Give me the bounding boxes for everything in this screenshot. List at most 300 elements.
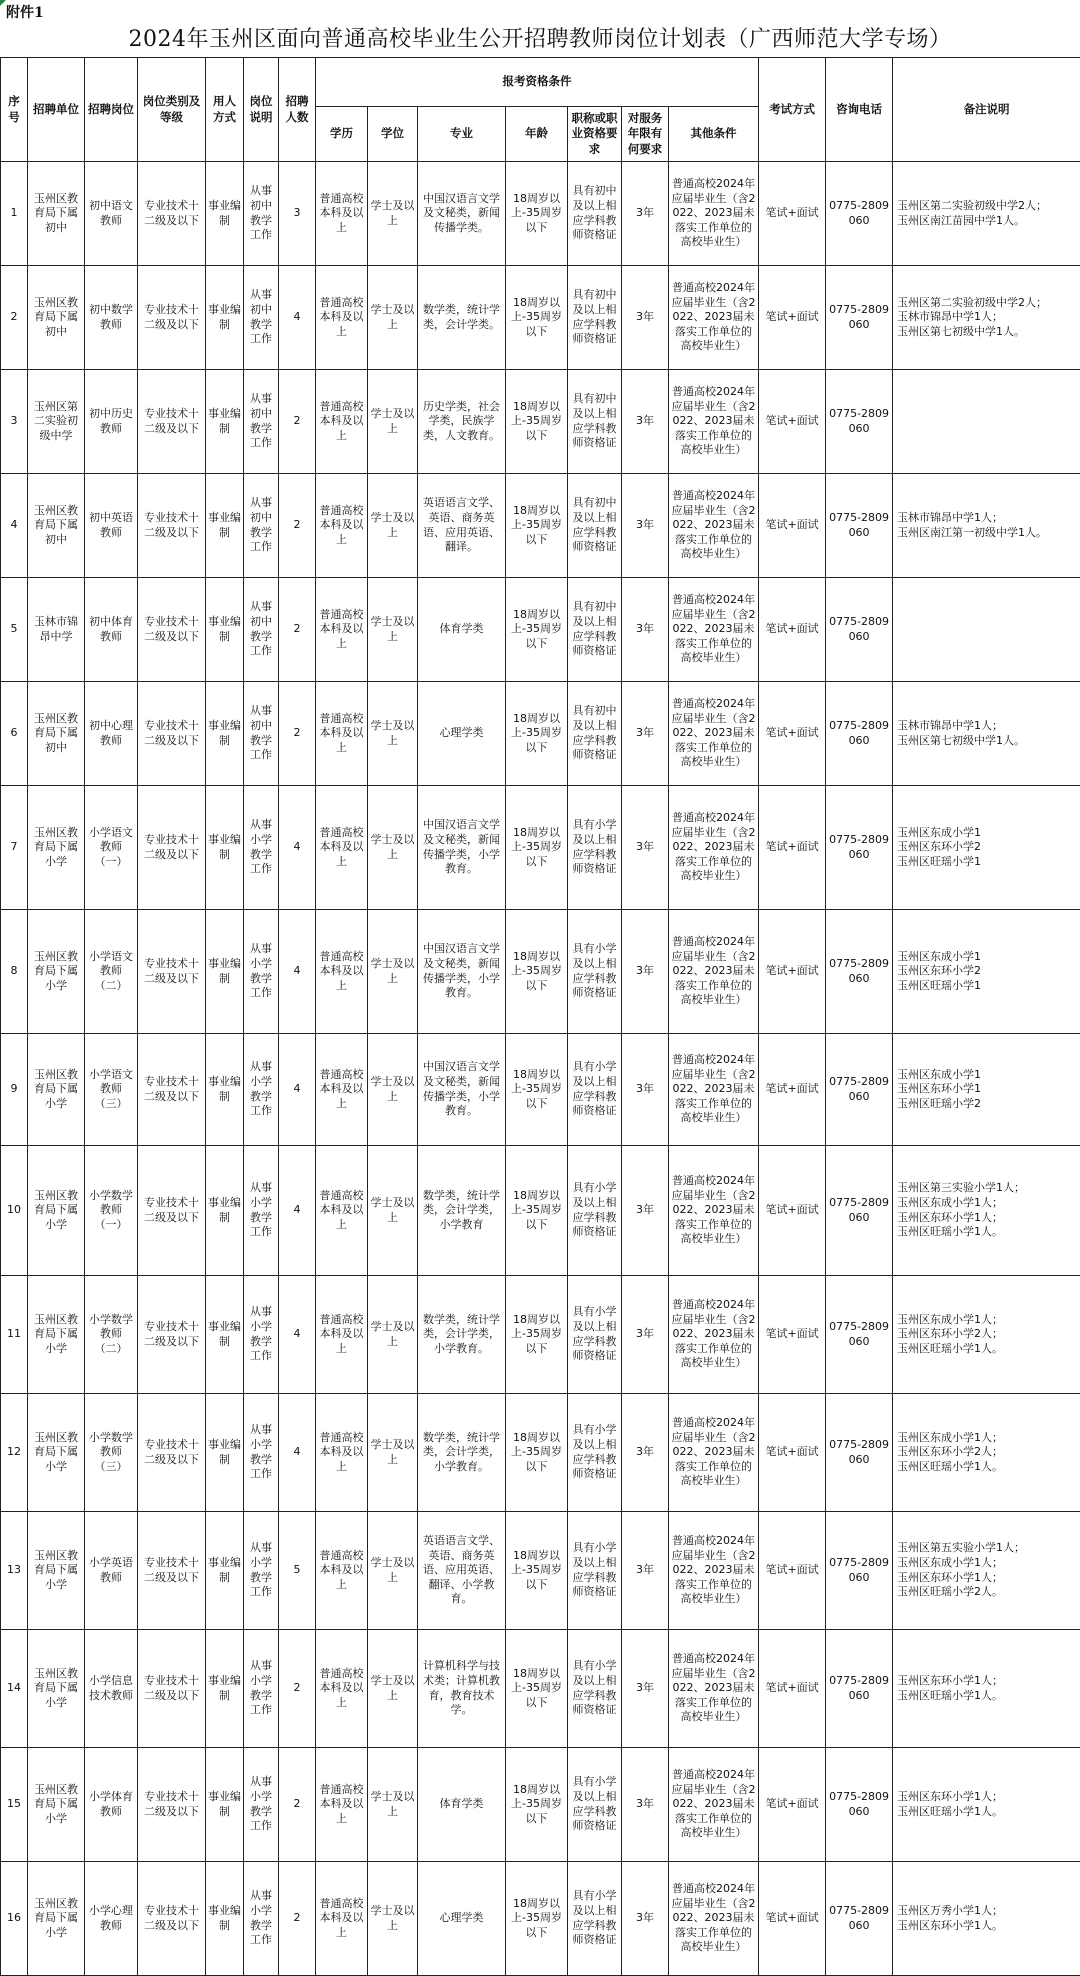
- cell-service: 3年: [622, 1394, 669, 1512]
- note-line: 玉州区第七初级中学1人。: [897, 734, 1078, 749]
- cell-degree: 学士及以上: [368, 578, 418, 682]
- cell-phone: 0775-2809060: [826, 1512, 893, 1630]
- header-service: 对服务年限有何要求: [622, 107, 669, 162]
- cell-major: 数学类，统计学类，会计学类，小学教育。: [418, 1394, 506, 1512]
- table-row: [1, 1862, 1080, 1976]
- note-line: 玉州区东环小学1: [897, 1082, 1078, 1097]
- cell-other: 普通高校2024年应届毕业生（含2022、2023届未落实工作单位的高校毕业生）: [669, 578, 759, 682]
- cell-category: 专业技术十二级及以下: [138, 1512, 206, 1630]
- cell-post: 小学语文教师（一）: [85, 786, 138, 910]
- cell-exam: 笔试+面试: [759, 474, 826, 578]
- cell-seq: 14: [1, 1630, 28, 1748]
- page-title: 2024年玉州区面向普通高校毕业生公开招聘教师岗位计划表（广西师范大学专场）: [0, 22, 1080, 53]
- cell-service: 3年: [622, 1146, 669, 1276]
- note-line: 玉州区东环小学2人；: [897, 1445, 1078, 1460]
- note-line: 玉州区东成小学1: [897, 1068, 1078, 1083]
- cell-seq: 7: [1, 786, 28, 910]
- table-row: [1, 786, 1080, 910]
- cell-other: 普通高校2024年应届毕业生（含2022、2023届未落实工作单位的高校毕业生）: [669, 1034, 759, 1146]
- cell-employ: 事业编制: [206, 910, 244, 1034]
- note-line: 玉州区南江苗园中学1人。: [897, 214, 1078, 229]
- cell-employ: 事业编制: [206, 474, 244, 578]
- cell-seq: 16: [1, 1862, 28, 1976]
- cell-other: 普通高校2024年应届毕业生（含2022、2023届未落实工作单位的高校毕业生）: [669, 266, 759, 370]
- cell-edu: 普通高校本科及以上: [316, 1748, 368, 1862]
- cell-count: 2: [279, 1630, 316, 1748]
- cell-exam: 笔试+面试: [759, 682, 826, 786]
- cell-count: 2: [279, 578, 316, 682]
- cell-cert: 具有初中及以上相应学科教师资格证: [568, 474, 622, 578]
- cell-count: 4: [279, 1146, 316, 1276]
- cell-edu: 普通高校本科及以上: [316, 1276, 368, 1394]
- cell-category: 专业技术十二级及以下: [138, 266, 206, 370]
- note-line: 玉州区第三实验小学1人；: [897, 1181, 1078, 1196]
- cell-cert: 具有初中及以上相应学科教师资格证: [568, 370, 622, 474]
- cell-post: 小学体育教师: [85, 1748, 138, 1862]
- cell-exam: 笔试+面试: [759, 266, 826, 370]
- cell-seq: 9: [1, 1034, 28, 1146]
- cell-seq: 3: [1, 370, 28, 474]
- header-exam: 考试方式: [759, 58, 826, 162]
- cell-post: 初中英语教师: [85, 474, 138, 578]
- cell-note: [893, 682, 1080, 786]
- cell-service: 3年: [622, 266, 669, 370]
- cell-major: 数学类，统计学类，会计学类，小学教育。: [418, 1276, 506, 1394]
- cell-desc: 从事小学教学工作: [244, 1862, 279, 1976]
- cell-phone: 0775-2809060: [826, 474, 893, 578]
- table-row: [1, 1394, 1080, 1512]
- cell-service: 3年: [622, 1630, 669, 1748]
- cell-degree: 学士及以上: [368, 1748, 418, 1862]
- note-line: 玉州区旺瑶小学1: [897, 979, 1078, 994]
- table-row: [1, 578, 1080, 682]
- cell-seq: 15: [1, 1748, 28, 1862]
- header-major: 专业: [418, 107, 506, 162]
- cell-employ: 事业编制: [206, 786, 244, 910]
- cell-service: 3年: [622, 1034, 669, 1146]
- cell-unit: 玉州区教育局下属初中: [28, 682, 85, 786]
- note-line: 玉州区东环小学2: [897, 840, 1078, 855]
- cell-age: 18周岁以上-35周岁以下: [506, 370, 568, 474]
- cell-phone: 0775-2809060: [826, 1034, 893, 1146]
- cell-edu: 普通高校本科及以上: [316, 162, 368, 266]
- cell-phone: 0775-2809060: [826, 1862, 893, 1976]
- cell-other: 普通高校2024年应届毕业生（含2022、2023届未落实工作单位的高校毕业生）: [669, 370, 759, 474]
- cell-major: 中国汉语言文学及文秘类，新闻传播学类，小学教育。: [418, 910, 506, 1034]
- cell-service: 3年: [622, 370, 669, 474]
- cell-employ: 事业编制: [206, 1748, 244, 1862]
- table-row: [1, 910, 1080, 1034]
- cell-unit: 玉州区教育局下属小学: [28, 786, 85, 910]
- cell-post: 小学数学教师（一）: [85, 1146, 138, 1276]
- cell-exam: 笔试+面试: [759, 1748, 826, 1862]
- note-line: 玉州区旺瑶小学2: [897, 1097, 1078, 1112]
- cell-major: 中国汉语言文学及文秘类，新闻传播学类。: [418, 162, 506, 266]
- cell-cert: 具有初中及以上相应学科教师资格证: [568, 266, 622, 370]
- cell-cert: 具有小学及以上相应学科教师资格证: [568, 910, 622, 1034]
- cell-edu: 普通高校本科及以上: [316, 1862, 368, 1976]
- note-line: 玉州区东环小学2: [897, 964, 1078, 979]
- note-line: 玉州区旺瑶小学1人。: [897, 1342, 1078, 1357]
- cell-age: 18周岁以上-35周岁以下: [506, 682, 568, 786]
- cell-exam: 笔试+面试: [759, 1512, 826, 1630]
- header-unit: 招聘单位: [28, 58, 85, 162]
- cell-count: 3: [279, 162, 316, 266]
- note-line: 玉州区东成小学1人；: [897, 1313, 1078, 1328]
- cell-note: [893, 1748, 1080, 1862]
- table-row: [1, 1748, 1080, 1862]
- cell-degree: 学士及以上: [368, 474, 418, 578]
- cell-unit: 玉州区教育局下属初中: [28, 266, 85, 370]
- cell-post: 小学语文教师（三）: [85, 1034, 138, 1146]
- cell-phone: 0775-2809060: [826, 1146, 893, 1276]
- cell-phone: 0775-2809060: [826, 786, 893, 910]
- cell-seq: 8: [1, 910, 28, 1034]
- cell-exam: 笔试+面试: [759, 1276, 826, 1394]
- header-qual-group: 报考资格条件: [316, 58, 759, 107]
- cell-category: 专业技术十二级及以下: [138, 910, 206, 1034]
- cell-seq: 4: [1, 474, 28, 578]
- header-count: 招聘人数: [279, 58, 316, 162]
- cell-exam: 笔试+面试: [759, 1146, 826, 1276]
- cell-note: [893, 1394, 1080, 1512]
- header-employ: 用人方式: [206, 58, 244, 162]
- table-row: [1, 1630, 1080, 1748]
- cell-exam: 笔试+面试: [759, 1034, 826, 1146]
- cell-count: 2: [279, 370, 316, 474]
- cell-employ: 事业编制: [206, 266, 244, 370]
- cell-note: [893, 474, 1080, 578]
- cell-cert: 具有小学及以上相应学科教师资格证: [568, 1276, 622, 1394]
- cell-desc: 从事小学教学工作: [244, 1146, 279, 1276]
- note-line: 玉州区东成小学1人；: [897, 1431, 1078, 1446]
- cell-unit: 玉州区教育局下属小学: [28, 1034, 85, 1146]
- table-row: [1, 1034, 1080, 1146]
- cell-exam: 笔试+面试: [759, 370, 826, 474]
- cell-phone: 0775-2809060: [826, 910, 893, 1034]
- cell-unit: 玉州区第二实验初级中学: [28, 370, 85, 474]
- cell-service: 3年: [622, 1276, 669, 1394]
- cell-employ: 事业编制: [206, 578, 244, 682]
- cell-age: 18周岁以上-35周岁以下: [506, 1862, 568, 1976]
- cell-count: 5: [279, 1512, 316, 1630]
- cell-note: [893, 910, 1080, 1034]
- cell-desc: 从事初中教学工作: [244, 474, 279, 578]
- cell-other: 普通高校2024年应届毕业生（含2022、2023届未落实工作单位的高校毕业生）: [669, 682, 759, 786]
- header-edu: 学历: [316, 107, 368, 162]
- cell-employ: 事业编制: [206, 1630, 244, 1748]
- cell-major: 英语语言文学、英语、商务英语、应用英语、翻译。: [418, 474, 506, 578]
- note-line: 玉州区旺瑶小学1人。: [897, 1689, 1078, 1704]
- cell-category: 专业技术十二级及以下: [138, 1276, 206, 1394]
- cell-edu: 普通高校本科及以上: [316, 910, 368, 1034]
- cell-unit: 玉州区教育局下属小学: [28, 1630, 85, 1748]
- cell-age: 18周岁以上-35周岁以下: [506, 1512, 568, 1630]
- cell-edu: 普通高校本科及以上: [316, 1034, 368, 1146]
- cell-major: 体育学类: [418, 578, 506, 682]
- cell-unit: 玉州区教育局下属初中: [28, 162, 85, 266]
- cell-count: 2: [279, 1748, 316, 1862]
- cell-category: 专业技术十二级及以下: [138, 474, 206, 578]
- cell-major: 数学类，统计学类，会计学类，小学教育: [418, 1146, 506, 1276]
- cell-note: [893, 1034, 1080, 1146]
- cell-age: 18周岁以上-35周岁以下: [506, 1748, 568, 1862]
- cell-exam: 笔试+面试: [759, 910, 826, 1034]
- cell-post: 初中心理教师: [85, 682, 138, 786]
- table-row: [1, 370, 1080, 474]
- cell-category: 专业技术十二级及以下: [138, 1034, 206, 1146]
- cell-count: 4: [279, 266, 316, 370]
- cell-major: 计算机科学与技术类；计算机教育，教育技术学。: [418, 1630, 506, 1748]
- cell-category: 专业技术十二级及以下: [138, 1146, 206, 1276]
- cell-cert: 具有小学及以上相应学科教师资格证: [568, 1512, 622, 1630]
- cell-age: 18周岁以上-35周岁以下: [506, 1034, 568, 1146]
- cell-service: 3年: [622, 162, 669, 266]
- note-line: 玉州区旺瑶小学2人。: [897, 1585, 1078, 1600]
- cell-other: 普通高校2024年应届毕业生（含2022、2023届未落实工作单位的高校毕业生）: [669, 1748, 759, 1862]
- cell-post: 小学语文教师（二）: [85, 910, 138, 1034]
- table-body: [1, 162, 1080, 1976]
- note-line: 玉州区第五实验小学1人；: [897, 1541, 1078, 1556]
- cell-edu: 普通高校本科及以上: [316, 266, 368, 370]
- cell-employ: 事业编制: [206, 1146, 244, 1276]
- cell-phone: 0775-2809060: [826, 370, 893, 474]
- cell-cert: 具有小学及以上相应学科教师资格证: [568, 1034, 622, 1146]
- cell-employ: 事业编制: [206, 1862, 244, 1976]
- note-line: 玉州区东环小学1人；: [897, 1790, 1078, 1805]
- cell-age: 18周岁以上-35周岁以下: [506, 266, 568, 370]
- cell-unit: 玉州区教育局下属小学: [28, 1862, 85, 1976]
- cell-exam: 笔试+面试: [759, 1630, 826, 1748]
- cell-desc: 从事小学教学工作: [244, 1276, 279, 1394]
- cell-desc: 从事初中教学工作: [244, 370, 279, 474]
- note-line: 玉州区旺瑶小学1人。: [897, 1805, 1078, 1820]
- cell-count: 4: [279, 910, 316, 1034]
- cell-service: 3年: [622, 474, 669, 578]
- cell-service: 3年: [622, 786, 669, 910]
- cell-desc: 从事初中教学工作: [244, 578, 279, 682]
- note-line: 玉州区万秀小学1人；: [897, 1904, 1078, 1919]
- note-line: 玉州区东环小学1人。: [897, 1919, 1078, 1934]
- note-line: 玉州区东环小学1人；: [897, 1571, 1078, 1586]
- cell-degree: 学士及以上: [368, 910, 418, 1034]
- cell-edu: 普通高校本科及以上: [316, 474, 368, 578]
- header-phone: 咨询电话: [826, 58, 893, 162]
- cell-employ: 事业编制: [206, 162, 244, 266]
- cell-major: 中国汉语言文学及文秘类，新闻传播学类，小学教育。: [418, 1034, 506, 1146]
- cell-note: [893, 1862, 1080, 1976]
- cell-edu: 普通高校本科及以上: [316, 1630, 368, 1748]
- cell-phone: 0775-2809060: [826, 162, 893, 266]
- cell-unit: 玉州区教育局下属小学: [28, 1394, 85, 1512]
- note-line: 玉州区东成小学1: [897, 950, 1078, 965]
- cell-exam: 笔试+面试: [759, 1394, 826, 1512]
- cell-seq: 10: [1, 1146, 28, 1276]
- table-row: [1, 162, 1080, 266]
- note-line: 玉州区东成小学1: [897, 826, 1078, 841]
- cell-edu: 普通高校本科及以上: [316, 786, 368, 910]
- cell-category: 专业技术十二级及以下: [138, 786, 206, 910]
- cell-note: [893, 578, 1080, 682]
- cell-phone: 0775-2809060: [826, 1630, 893, 1748]
- note-line: 玉林市锦昂中学1人；: [897, 511, 1078, 526]
- cell-note: [893, 1512, 1080, 1630]
- note-line: 玉州区东环小学2人；: [897, 1327, 1078, 1342]
- cell-age: 18周岁以上-35周岁以下: [506, 1394, 568, 1512]
- cell-post: 小学数学教师（二）: [85, 1276, 138, 1394]
- cell-note: [893, 1146, 1080, 1276]
- cell-exam: 笔试+面试: [759, 578, 826, 682]
- cell-unit: 玉州区教育局下属小学: [28, 1512, 85, 1630]
- header-desc: 岗位说明: [244, 58, 279, 162]
- table-row: [1, 474, 1080, 578]
- cell-count: 4: [279, 1276, 316, 1394]
- cell-note: [893, 370, 1080, 474]
- cell-post: 初中体育教师: [85, 578, 138, 682]
- cell-category: 专业技术十二级及以下: [138, 162, 206, 266]
- cell-service: 3年: [622, 1512, 669, 1630]
- cell-cert: 具有小学及以上相应学科教师资格证: [568, 1146, 622, 1276]
- cell-note: [893, 162, 1080, 266]
- cell-degree: 学士及以上: [368, 1512, 418, 1630]
- cell-unit: 玉州区教育局下属小学: [28, 910, 85, 1034]
- cell-phone: 0775-2809060: [826, 1276, 893, 1394]
- cell-seq: 6: [1, 682, 28, 786]
- cell-major: 英语语言文学、英语、商务英语、应用英语、翻译、小学教育。: [418, 1512, 506, 1630]
- cell-unit: 玉州区教育局下属小学: [28, 1748, 85, 1862]
- cell-unit: 玉林市锦昂中学: [28, 578, 85, 682]
- cell-seq: 2: [1, 266, 28, 370]
- cell-age: 18周岁以上-35周岁以下: [506, 1630, 568, 1748]
- cell-cert: 具有初中及以上相应学科教师资格证: [568, 578, 622, 682]
- cell-age: 18周岁以上-35周岁以下: [506, 474, 568, 578]
- cell-major: 历史学类，社会学类，民族学类，人文教育。: [418, 370, 506, 474]
- cell-degree: 学士及以上: [368, 1034, 418, 1146]
- cell-service: 3年: [622, 910, 669, 1034]
- cell-degree: 学士及以上: [368, 682, 418, 786]
- cell-degree: 学士及以上: [368, 1394, 418, 1512]
- cell-desc: 从事初中教学工作: [244, 266, 279, 370]
- cell-post: 初中语文教师: [85, 162, 138, 266]
- cell-phone: 0775-2809060: [826, 1394, 893, 1512]
- cell-post: 小学数学教师（三）: [85, 1394, 138, 1512]
- cell-degree: 学士及以上: [368, 266, 418, 370]
- header-cert: 职称或职业资格要求: [568, 107, 622, 162]
- header-post: 招聘岗位: [85, 58, 138, 162]
- cell-employ: 事业编制: [206, 370, 244, 474]
- attachment-label: 附件1: [6, 2, 44, 22]
- cell-degree: 学士及以上: [368, 1276, 418, 1394]
- cell-employ: 事业编制: [206, 1512, 244, 1630]
- cell-cert: 具有初中及以上相应学科教师资格证: [568, 162, 622, 266]
- cell-count: 4: [279, 1394, 316, 1512]
- cell-edu: 普通高校本科及以上: [316, 1146, 368, 1276]
- cell-count: 2: [279, 682, 316, 786]
- cell-note: [893, 266, 1080, 370]
- cell-count: 4: [279, 786, 316, 910]
- cell-post: 初中历史教师: [85, 370, 138, 474]
- cell-desc: 从事小学教学工作: [244, 1748, 279, 1862]
- header-other: 其他条件: [669, 107, 759, 162]
- cell-edu: 普通高校本科及以上: [316, 1512, 368, 1630]
- cell-degree: 学士及以上: [368, 1862, 418, 1976]
- cell-degree: 学士及以上: [368, 370, 418, 474]
- cell-edu: 普通高校本科及以上: [316, 370, 368, 474]
- cell-seq: 5: [1, 578, 28, 682]
- table-row: [1, 682, 1080, 786]
- cell-post: 小学心理教师: [85, 1862, 138, 1976]
- cell-cert: 具有小学及以上相应学科教师资格证: [568, 1394, 622, 1512]
- cell-desc: 从事小学教学工作: [244, 910, 279, 1034]
- cell-category: 专业技术十二级及以下: [138, 370, 206, 474]
- cell-cert: 具有小学及以上相应学科教师资格证: [568, 1748, 622, 1862]
- note-line: 玉州区南江第一初级中学1人。: [897, 526, 1078, 541]
- cell-employ: 事业编制: [206, 1034, 244, 1146]
- cell-desc: 从事初中教学工作: [244, 682, 279, 786]
- cell-age: 18周岁以上-35周岁以下: [506, 910, 568, 1034]
- cell-degree: 学士及以上: [368, 786, 418, 910]
- cell-desc: 从事小学教学工作: [244, 1394, 279, 1512]
- cell-cert: 具有初中及以上相应学科教师资格证: [568, 682, 622, 786]
- cell-phone: 0775-2809060: [826, 1748, 893, 1862]
- cell-category: 专业技术十二级及以下: [138, 1394, 206, 1512]
- cell-seq: 11: [1, 1276, 28, 1394]
- cell-desc: 从事小学教学工作: [244, 1630, 279, 1748]
- table-row: [1, 1146, 1080, 1276]
- cell-unit: 玉州区教育局下属小学: [28, 1146, 85, 1276]
- cell-service: 3年: [622, 682, 669, 786]
- cell-post: 小学信息技术教师: [85, 1630, 138, 1748]
- cell-major: 心理学类: [418, 682, 506, 786]
- cell-desc: 从事小学教学工作: [244, 1512, 279, 1630]
- cell-count: 2: [279, 1862, 316, 1976]
- cell-category: 专业技术十二级及以下: [138, 1862, 206, 1976]
- cell-exam: 笔试+面试: [759, 1862, 826, 1976]
- note-line: 玉林市锦昂中学1人；: [897, 719, 1078, 734]
- note-line: 玉州区旺瑶小学1: [897, 855, 1078, 870]
- table-row: [1, 1512, 1080, 1630]
- header-category: 岗位类别及等级: [138, 58, 206, 162]
- cell-other: 普通高校2024年应届毕业生（含2022、2023届未落实工作单位的高校毕业生）: [669, 1862, 759, 1976]
- note-line: 玉林市锦昂中学1人；: [897, 310, 1078, 325]
- cell-edu: 普通高校本科及以上: [316, 578, 368, 682]
- cell-cert: 具有小学及以上相应学科教师资格证: [568, 1862, 622, 1976]
- cell-other: 普通高校2024年应届毕业生（含2022、2023届未落实工作单位的高校毕业生）: [669, 1146, 759, 1276]
- note-line: 玉州区第七初级中学1人。: [897, 325, 1078, 340]
- cell-age: 18周岁以上-35周岁以下: [506, 578, 568, 682]
- cell-edu: 普通高校本科及以上: [316, 682, 368, 786]
- cell-other: 普通高校2024年应届毕业生（含2022、2023届未落实工作单位的高校毕业生）: [669, 786, 759, 910]
- cell-desc: 从事小学教学工作: [244, 1034, 279, 1146]
- cell-category: 专业技术十二级及以下: [138, 578, 206, 682]
- cell-post: 小学英语教师: [85, 1512, 138, 1630]
- cell-category: 专业技术十二级及以下: [138, 682, 206, 786]
- cell-note: [893, 1276, 1080, 1394]
- cell-exam: 笔试+面试: [759, 786, 826, 910]
- cell-category: 专业技术十二级及以下: [138, 1748, 206, 1862]
- cell-other: 普通高校2024年应届毕业生（含2022、2023届未落实工作单位的高校毕业生）: [669, 1512, 759, 1630]
- cell-other: 普通高校2024年应届毕业生（含2022、2023届未落实工作单位的高校毕业生）: [669, 474, 759, 578]
- cell-edu: 普通高校本科及以上: [316, 1394, 368, 1512]
- cell-phone: 0775-2809060: [826, 682, 893, 786]
- cell-unit: 玉州区教育局下属初中: [28, 474, 85, 578]
- cell-age: 18周岁以上-35周岁以下: [506, 1146, 568, 1276]
- cell-age: 18周岁以上-35周岁以下: [506, 1276, 568, 1394]
- cell-age: 18周岁以上-35周岁以下: [506, 786, 568, 910]
- cell-seq: 1: [1, 162, 28, 266]
- cell-count: 2: [279, 474, 316, 578]
- cell-major: 体育学类: [418, 1748, 506, 1862]
